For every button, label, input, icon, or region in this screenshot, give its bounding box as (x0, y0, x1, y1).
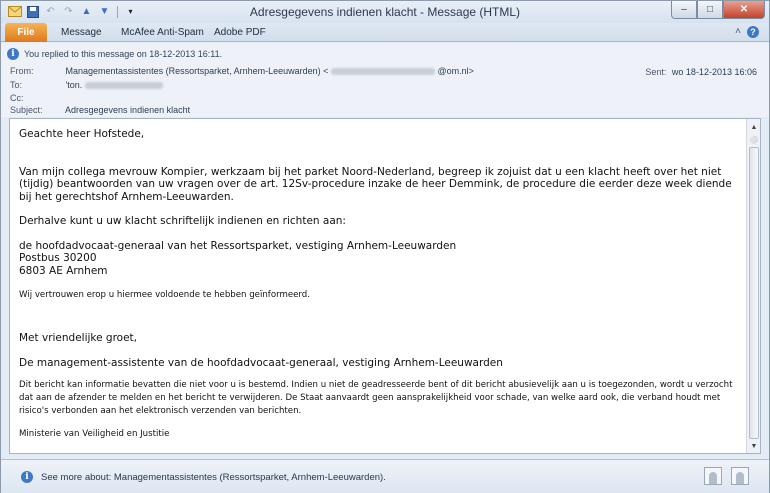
tab-message[interactable]: Message (61, 27, 102, 38)
from-value[interactable]: Managementassistentes (Ressortsparket, Arnhem-Leeuwarden) < (65, 66, 329, 76)
ribbon-right-controls (735, 26, 759, 38)
from-row (10, 66, 474, 76)
help-icon[interactable]: ? (747, 26, 759, 38)
maximize-button[interactable]: □ (697, 1, 723, 19)
title-bar (1, 1, 769, 23)
disclaimer: Dit bericht kan informatie bevatten die niet voor u is bestemd. Indien u niet de geadresseerde bent of dit bericht abusievelijk aan u is toegezonden, wordt u verzocht dat aan de afzender te melden en het bericht te verwijderen. De Staat aanvaardt geen aansprakelijkheid voor schade, van welke aard ook, die verband houdt met risico's verbonden aan het elektronisch verzenden van berichten. (19, 380, 733, 416)
from-label: From: (10, 66, 34, 76)
previous-item-icon[interactable]: ▲ (81, 6, 92, 17)
redacted-recipient (85, 82, 163, 89)
subject-value: Adresgegevens indienen klacht (65, 105, 191, 115)
from-suffix: @om.nl> (437, 66, 474, 76)
greeting: Geachte heer Hofstede, (19, 128, 145, 140)
scroll-thumb[interactable] (749, 147, 759, 439)
signature: De management-assistente van de hoofdadvocaat-generaal, vestiging Arnhem-Leeuwarden (19, 356, 503, 369)
person-icon (709, 472, 717, 484)
address-line: Postbus 30200 (19, 252, 97, 264)
scroll-up-icon[interactable]: ▲ (750, 123, 758, 131)
undo-icon[interactable]: ↶ (46, 6, 55, 17)
person-icon (736, 472, 744, 484)
tab-mcafee-anti-spam[interactable]: McAfee Anti-Spam (121, 27, 204, 38)
address-line: 6803 AE Arnhem (19, 264, 108, 277)
window-title: Adresgegevens indienen klacht - Message (HTML) (249, 5, 521, 19)
sender-avatar[interactable] (704, 467, 722, 485)
next-item-icon[interactable]: ▼ (99, 6, 110, 17)
info-icon: i (7, 48, 19, 60)
redo-icon[interactable]: ↷ (64, 6, 73, 17)
body-paragraph: Van mijn collega mevrouw Kompier, werkzaam bij het parket Noord-Nederland, begreep ik zojuist dat u een klacht heeft over het niet (tijdig) beantwoorden van uw vragen over de art. 12Sv-procedure inzake de heer Demmink, de procedure die eerder deze week diende bij het gerechtshof Arnhem-Leeuwarden. (19, 165, 732, 203)
subject-label: Subject: (10, 105, 43, 115)
to-value[interactable]: 'ton. (65, 80, 83, 90)
sent-value: wo 18-12-2013 16:06 (671, 67, 757, 77)
people-pane (1, 459, 769, 493)
message-body[interactable] (9, 118, 761, 454)
minimize-button[interactable]: – (671, 1, 697, 19)
subject-row (10, 105, 190, 115)
to-row (10, 80, 163, 90)
message-content (19, 128, 744, 441)
ribbon-tabs (1, 23, 769, 42)
recipient-avatar[interactable] (731, 467, 749, 485)
message-header (1, 43, 769, 117)
cc-row (10, 93, 63, 103)
close-button[interactable]: ✕ (723, 1, 765, 19)
tab-file[interactable]: File (5, 23, 47, 42)
collapse-ribbon-icon[interactable]: ˄ (735, 26, 741, 37)
scroll-down-icon[interactable]: ▼ (750, 442, 758, 450)
to-label: To: (10, 80, 23, 90)
window-controls (671, 1, 765, 19)
tab-adobe-pdf[interactable]: Adobe PDF (214, 27, 266, 38)
cc-label: Cc: (10, 93, 24, 103)
zoom-icon[interactable]: ⚪ (749, 137, 759, 144)
closing: Met vriendelijke groet, (19, 332, 138, 344)
vertical-scrollbar[interactable] (746, 119, 760, 453)
people-pane-text[interactable]: See more about: Managementassistentes (Ressortsparket, Arnhem-Leeuwarden). (41, 472, 386, 483)
body-paragraph: Derhalve kunt u uw klacht schriftelijk indienen en richten aan: (19, 215, 346, 227)
ministry: Ministerie van Veiligheid en Justitie (19, 429, 170, 439)
reply-info-banner (7, 46, 763, 61)
reply-info-text: You replied to this message on 18-12-2013 16:11. (24, 48, 223, 59)
customize-toolbar-icon[interactable]: ▾ (128, 7, 133, 16)
sent-row (645, 67, 757, 77)
body-paragraph: Wij vertrouwen erop u hiermee voldoende te hebben geïnformeerd. (19, 290, 310, 300)
address-line: de hoofdadvocaat-generaal van het Ressortsparket, vestiging Arnhem-Leeuwarden (19, 239, 457, 252)
redacted-email (331, 68, 435, 75)
sent-label: Sent: (645, 67, 667, 77)
info-icon: i (21, 471, 33, 483)
